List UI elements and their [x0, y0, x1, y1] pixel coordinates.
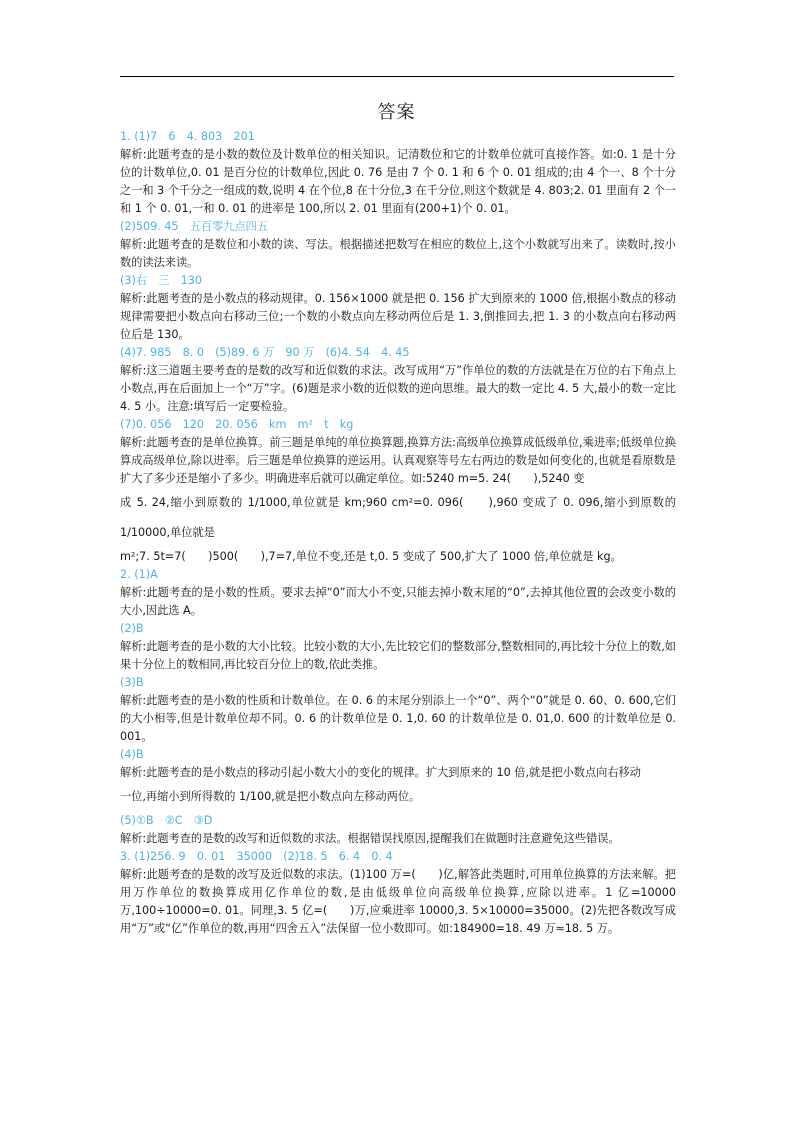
header-rule — [120, 76, 674, 77]
explanation-paragraph: 解析:此题考查的是数的改写及近似数的求法。(1)100 万=( )亿,解答此类题时,可用单位换算的方法来解。把用万作单位的数换算成用亿作单位的数,是由低级单位向高级单位换算,应除以进率。1 亿=10000 万,100÷10000=0. 01。同理,3. 5 亿=( )万,应乘进率 10000,3. 5×10000=35000。(2)先把各数改写成用“万”或“亿”作单位的数,再用“四舍五入”法保留一位小数即可。如:184900=18. 49 万≈18. 5 万。 — [120, 868, 676, 935]
answer-line: (5)①B ②C ③D — [120, 814, 213, 827]
explanation-paragraph: 解析:此题考查的是小数的性质。要求去掉“0”而大小不变,只能去掉小数末尾的“0”,去掉其他位置的会改变小数的大小,因此选 A。 — [120, 586, 676, 617]
answer-line: (2)509. 45 五百零九点四五 — [120, 220, 269, 233]
explanation-paragraph: 解析:此题考查的是小数点的移动引起小数大小的变化的规律。扩大到原来的 10 倍,就是把小数点向右移动 — [120, 766, 641, 779]
explanation-paragraph: 解析:此题考查的是小数点的移动规律。0. 156×1000 就是把 0. 156 扩大到原来的 1000 倍,根据小数点的移动规律需要把小数点向右移动三位;一个数的小数点向左移动两位后是 1. 3,倒推回去,把 1. 3 的小数点向右移动两位后是 130。 — [120, 292, 676, 341]
answer-content — [120, 128, 676, 938]
answer-line: 2. (1)A — [120, 568, 158, 581]
answer-line: (7)0. 056 120 20. 056 km m² t kg — [120, 418, 354, 431]
explanation-fraction-line: 一位,再缩小到所得数的 1/100,就是把小数点向左移动两位。 — [120, 790, 421, 803]
page-title: 答案 — [377, 102, 416, 123]
explanation-paragraph: m²;7. 5t=7( )500( ),7=7,单位不变,还是 t,0. 5 变成了 500,扩大了 1000 倍,单位就是 kg。 — [120, 550, 622, 563]
explanation-paragraph: 解析:这三道题主要考查的是数的改写和近似数的求法。改写成用“万”作单位的数的方法就是在万位的右下角点上小数点,再在后面加上一个“万”字。(6)题是求小数的近似数的逆向思维。最大的数一定比 4. 5 大,最小的数一定比 4. 5 小。注意:填写后一定要检验。 — [120, 364, 676, 413]
answer-line: 3. (1)256. 9 0. 01 35000 (2)18. 5 6. 4 0. 4 — [120, 850, 393, 863]
answer-line: (2)B — [120, 622, 144, 635]
explanation-paragraph: 解析:此题考查的是小数的数位及计数单位的相关知识。记清数位和它的计数单位就可直接作答。如:0. 1 是十分位的计数单位,0. 01 是百分位的计数单位,因此 0. 76 是由 7 个 0. 1 和 6 个 0. 01 组成的;由 4 个一、8 个十分之一和 3 个千分之一组成的数,说明 4 在个位,8 在十分位,3 在千分位,则这个数就是 4. 803;2. 01 里面有 2 个一和 1 个 0. 01,一和 0. 01 的进率是 100,所以 2. 01 里面有(200+1)个 0. 01。 — [120, 148, 676, 215]
explanation-paragraph: 解析:此题考查的是单位换算。前三题是单纯的单位换算题,换算方法:高级单位换算成低级单位,乘进率;低级单位换算成高级单位,除以进率。后三题是单位换算的逆运用。认真观察等号左右两边的数是如何变化的,也就是看原数是扩大了多少还是缩小了多少。明确进率后就可以确定单位。如:5240 m=5. 24( ),5240 变 — [120, 436, 676, 485]
answer-line: (3)B — [120, 676, 144, 689]
answer-line: (4)7. 985 8. 0 (5)89. 6 万 90 万 (6)4. 54 4. 45 — [120, 346, 410, 359]
explanation-paragraph: 解析:此题考查的是数的改写和近似数的求法。根据错误找原因,提醒我们在做题时注意避免这些错误。 — [120, 832, 620, 845]
answer-line: (4)B — [120, 748, 144, 761]
explanation-paragraph: 解析:此题考查的是小数的大小比较。比较小数的大小,先比较它们的整数部分,整数相同的,再比较十分位上的数,如果十分位上的数相同,再比较百分位上的数,依此类推。 — [120, 640, 676, 671]
explanation-fraction-line: 成 5. 24,缩小到原数的 1/1000,单位就是 km;960 cm²=0. 096( ),960 变成了 0. 096,缩小到原数的 1/10000,单位就是 — [120, 496, 676, 539]
answer-line: (3)右 三 130 — [120, 274, 202, 287]
answer-line: 1. (1)7 6 4. 803 201 — [120, 130, 255, 143]
explanation-paragraph: 解析:此题考查的是数位和小数的读、写法。根据描述把数写在相应的数位上,这个小数就写出来了。读数时,按小数的读法来读。 — [120, 238, 676, 269]
explanation-paragraph: 解析:此题考查的是小数的性质和计数单位。在 0. 6 的末尾分别添上一个“0”、两个“0”就是 0. 60、0. 600,它们的大小相等,但是计数单位却不同。0. 6 的计数单位是 0. 1,0. 60 的计数单位是 0. 01,0. 600 的计数单位是 0. 001。 — [120, 694, 676, 743]
